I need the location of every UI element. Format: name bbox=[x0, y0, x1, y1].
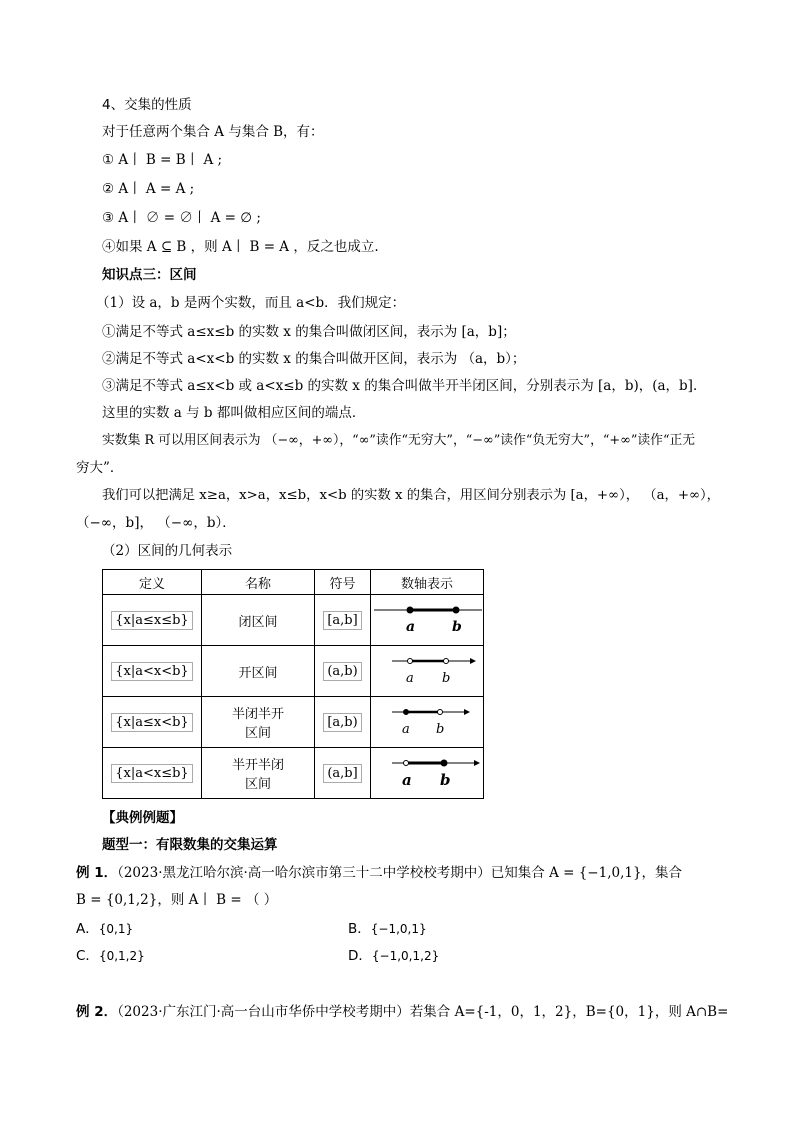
header-name: 名称 bbox=[202, 570, 315, 595]
row-name: 闭区间 bbox=[202, 595, 315, 646]
knowledge3-p9: （−∞，b]， （−∞，b）． bbox=[76, 515, 236, 531]
row-number-line bbox=[371, 748, 484, 799]
option-c: C．{0,1,2} bbox=[76, 948, 145, 964]
endpoint-b bbox=[441, 760, 447, 766]
row-symbol: (a,b] bbox=[315, 748, 371, 799]
option-d: D．{−1,0,1,2} bbox=[348, 948, 440, 964]
half-open-interval-number-line bbox=[372, 751, 482, 791]
row-name: 开区间 bbox=[202, 646, 315, 697]
row-definition: {x|a<x<b} bbox=[103, 646, 202, 697]
endpoint-a bbox=[404, 761, 409, 766]
endpoint-b bbox=[438, 710, 443, 715]
table-row bbox=[103, 646, 484, 697]
property-item-4: ④如果 A ⊆ B ，则 A丨 B = A ，反之也成立. bbox=[102, 239, 379, 255]
endpoint-a bbox=[408, 659, 413, 664]
knowledge3-p1: （1）设 a，b 是两个实数，而且 a<b．我们规定： bbox=[96, 295, 406, 311]
row-definition: {x|a≤x<b} bbox=[103, 697, 202, 748]
example-2 bbox=[76, 1002, 728, 1022]
knowledge3-p8: 我们可以把满足 x≥a，x>a，x≤b，x<b 的实数 x 的集合，用区间分别表示为 [a，+∞）， （a，+∞）， bbox=[102, 488, 720, 503]
header-number-line: 数轴表示 bbox=[371, 570, 484, 595]
row-name: 半闭半开 区间 bbox=[202, 697, 315, 748]
knowledge3-p6: 实数集 R 可以用区间表示为 （−∞，+∞），“∞”读作“无穷大”，“−∞”读作“负无穷大”，“+∞”读作“正无 bbox=[102, 433, 696, 448]
example-2-label: 例 2． bbox=[76, 1004, 118, 1020]
row-number-line bbox=[371, 646, 484, 697]
knowledge3-p2: ①满足不等式 a≤x≤b 的实数 x 的集合叫做闭区间，表示为 [a，b]； bbox=[102, 324, 516, 340]
type1-title: 题型一：有限数集的交集运算 bbox=[102, 837, 278, 853]
property-intro: 对于任意两个集合 A 与集合 B，有： bbox=[102, 124, 324, 140]
examples-section-title: 【典例例题】 bbox=[102, 810, 183, 826]
row-number-line bbox=[371, 595, 484, 646]
example-1 bbox=[76, 863, 682, 883]
label-a: a bbox=[406, 671, 414, 686]
label-b: b bbox=[452, 619, 462, 635]
property-heading: 4、交集的性质 bbox=[102, 97, 192, 113]
row-number-line bbox=[371, 697, 484, 748]
label-b: b bbox=[436, 722, 445, 737]
endpoint-b bbox=[444, 659, 449, 664]
closed-interval-number-line bbox=[372, 598, 482, 638]
example-1-label: 例 1． bbox=[76, 865, 118, 881]
property-item-1: ① A丨 B = B丨 A ; bbox=[102, 152, 223, 168]
option-a: A．{0,1} bbox=[76, 921, 134, 937]
knowledge3-p4: ③满足不等式 a≤x<b 或 a<x≤b 的实数 x 的集合叫做半开半闭区间，分别表示为 [a，b)，(a，b]． bbox=[102, 378, 707, 394]
knowledge3-p10: （2）区间的几何表示 bbox=[102, 543, 233, 559]
endpoint-a bbox=[404, 710, 409, 715]
row-symbol: [a,b) bbox=[315, 697, 371, 748]
knowledge3-p3: ②满足不等式 a<x<b 的实数 x 的集合叫做开区间，表示为 （a，b）； bbox=[102, 351, 526, 367]
row-symbol: (a,b) bbox=[315, 646, 371, 697]
example-2-text: （2023·广东江门·高一台山市华侨中学校考期中）若集合 A={-1，0，1，2}，B={0，1}，则 A∩B= bbox=[117, 1004, 729, 1020]
open-interval-number-line bbox=[372, 649, 482, 689]
label-b: b bbox=[440, 771, 451, 789]
option-b: B．{−1,0,1} bbox=[348, 921, 427, 937]
interval-table bbox=[102, 569, 484, 799]
example-1-text-2: B = {0,1,2}，则 A丨 B = （ ） bbox=[76, 892, 278, 908]
table-row bbox=[103, 595, 484, 646]
header-definition: 定义 bbox=[103, 570, 202, 595]
label-a: a bbox=[402, 771, 412, 789]
table-row bbox=[103, 748, 484, 799]
property-item-2: ② A丨 A = A ; bbox=[102, 181, 195, 197]
knowledge3-p7: 穷大”． bbox=[76, 460, 124, 476]
endpoint-a bbox=[407, 607, 413, 613]
endpoint-b bbox=[453, 607, 459, 613]
half-closed-interval-number-line bbox=[372, 700, 482, 740]
row-definition: {x|a≤x≤b} bbox=[103, 595, 202, 646]
label-a: a bbox=[402, 722, 410, 737]
knowledge3-title: 知识点三：区间 bbox=[102, 267, 197, 283]
label-b: b bbox=[442, 671, 451, 686]
property-item-3: ③ A丨 ∅ = ∅丨 A = ∅ ; bbox=[102, 210, 261, 226]
row-name: 半开半闭 区间 bbox=[202, 748, 315, 799]
row-symbol: [a,b] bbox=[315, 595, 371, 646]
header-symbol: 符号 bbox=[315, 570, 371, 595]
table-row bbox=[103, 697, 484, 748]
label-a: a bbox=[406, 619, 416, 635]
row-definition: {x|a<x≤b} bbox=[103, 748, 202, 799]
knowledge3-p5: 这里的实数 a 与 b 都叫做相应区间的端点． bbox=[102, 405, 366, 421]
example-1-text: （2023·黑龙江哈尔滨·高一哈尔滨市第三十二中学校校考期中）已知集合 A = {−1,0,1}，集合 bbox=[117, 865, 683, 881]
